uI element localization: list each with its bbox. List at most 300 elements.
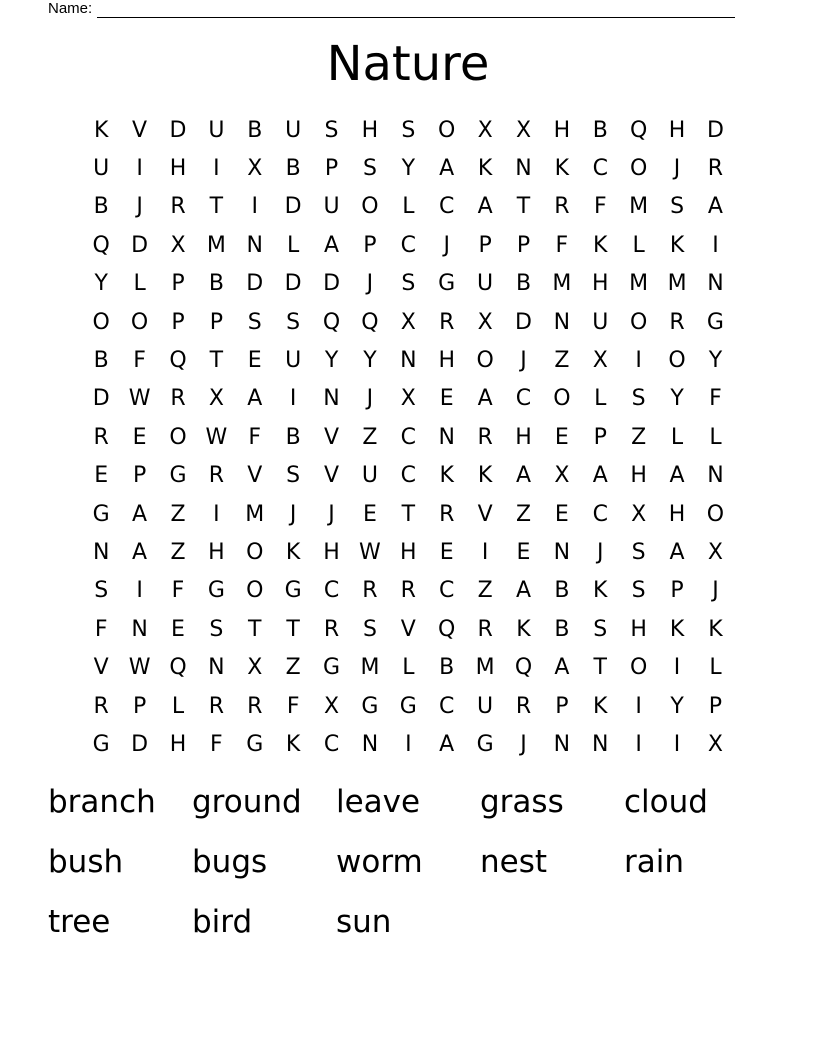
word-list-item: bugs: [192, 844, 268, 880]
grid-letter: M: [206, 232, 226, 258]
grid-letter: N: [400, 348, 417, 374]
grid-letter: O: [706, 501, 725, 527]
grid-letter: C: [400, 232, 416, 258]
grid-letter: A: [439, 731, 455, 757]
grid-letter: R: [170, 194, 186, 220]
grid-letter: N: [438, 424, 455, 450]
grid-letter: L: [287, 232, 300, 258]
grid-letter: D: [169, 117, 187, 143]
grid-letter: P: [363, 232, 377, 258]
grid-letter: B: [439, 655, 455, 681]
grid-letter: D: [246, 271, 264, 297]
grid-letter: U: [93, 156, 110, 182]
grid-letter: K: [285, 731, 301, 757]
grid-letter: K: [669, 616, 685, 642]
grid-letter: D: [284, 194, 302, 220]
grid-letter: O: [553, 386, 571, 412]
grid-letter: N: [553, 309, 571, 335]
grid-letter: P: [324, 156, 339, 182]
grid-letter: Q: [514, 655, 533, 681]
grid-letter: O: [630, 655, 648, 681]
grid-letter: J: [443, 232, 450, 258]
grid-letter: G: [361, 693, 379, 719]
grid-letter: N: [515, 156, 532, 182]
grid-letter: Y: [708, 348, 723, 374]
grid-letter: D: [515, 309, 532, 335]
grid-letter: F: [133, 348, 146, 374]
grid-letter: F: [171, 578, 185, 604]
grid-letter: W: [128, 386, 151, 412]
grid-letter: S: [286, 463, 301, 489]
grid-letter: A: [554, 655, 570, 681]
grid-letter: L: [632, 232, 645, 258]
grid-letter: H: [553, 117, 571, 143]
grid-letter: L: [171, 693, 185, 719]
grid-letter: X: [477, 309, 493, 335]
grid-letter: N: [323, 386, 340, 412]
grid-letter: V: [324, 463, 340, 489]
grid-letter: P: [171, 271, 185, 297]
grid-letter: E: [554, 501, 569, 527]
grid-letter: R: [170, 386, 186, 412]
grid-letter: J: [136, 194, 143, 220]
grid-letter: O: [130, 309, 149, 335]
grid-letter: I: [635, 731, 642, 757]
grid-letter: H: [668, 501, 686, 527]
word-list-item: ground: [192, 784, 302, 820]
grid-letter: W: [128, 655, 151, 681]
grid-letter: K: [516, 616, 531, 642]
grid-letter: U: [477, 693, 494, 719]
grid-letter: B: [247, 117, 263, 143]
grid-letter: G: [438, 271, 456, 297]
grid-letter: O: [246, 578, 264, 604]
grid-letter: I: [635, 348, 642, 374]
grid-letter: T: [401, 501, 416, 527]
grid-letter: X: [247, 655, 263, 681]
grid-letter: H: [592, 271, 609, 297]
grid-letter: Q: [361, 309, 379, 335]
grid-letter: R: [362, 578, 378, 604]
grid-letter: K: [708, 616, 723, 642]
grid-letter: I: [251, 194, 258, 220]
grid-letter: I: [673, 731, 681, 757]
name-line[interactable]: [97, 3, 735, 18]
grid-letter: T: [209, 194, 224, 220]
grid-letter: X: [477, 117, 493, 143]
grid-letter: X: [707, 731, 723, 757]
word-list-item: rain: [624, 844, 685, 880]
grid-letter: E: [171, 616, 185, 642]
grid-letter: Z: [170, 539, 186, 565]
grid-letter: W: [359, 539, 381, 565]
grid-letter: Z: [170, 501, 186, 527]
grid-letter: N: [553, 539, 571, 565]
grid-letter: O: [361, 194, 379, 220]
letter-grid: [82, 111, 735, 764]
grid-letter: I: [405, 731, 412, 757]
grid-letter: F: [248, 424, 262, 450]
grid-letter: B: [208, 271, 224, 297]
grid-letter: L: [402, 194, 415, 220]
grid-letter: N: [246, 232, 263, 258]
grid-letter: A: [132, 501, 148, 527]
grid-letter: B: [285, 424, 301, 450]
grid-letter: N: [553, 731, 571, 757]
grid-letter: F: [593, 194, 607, 220]
grid-letter: G: [169, 463, 187, 489]
grid-letter: T: [209, 348, 224, 374]
grid-letter: R: [208, 693, 225, 719]
word-list: [48, 778, 768, 958]
grid-letter: G: [92, 731, 110, 757]
grid-letter: J: [366, 271, 374, 297]
grid-letter: A: [132, 539, 148, 565]
grid-letter: J: [520, 348, 527, 374]
grid-letter: V: [324, 424, 340, 450]
grid-letter: L: [670, 424, 684, 450]
grid-letter: T: [593, 655, 607, 681]
word-list-item: cloud: [624, 784, 708, 820]
grid-letter: V: [400, 616, 416, 642]
grid-letter: A: [477, 386, 493, 412]
grid-letter: Z: [554, 348, 570, 374]
grid-letter: Y: [670, 693, 684, 719]
name-row: [48, 0, 735, 18]
grid-letter: K: [285, 539, 301, 565]
grid-letter: Q: [438, 616, 456, 642]
grid-letter: P: [593, 424, 607, 450]
grid-letter: J: [366, 386, 374, 412]
grid-letter: K: [669, 232, 685, 258]
grid-letter: H: [169, 731, 187, 757]
grid-letter: P: [516, 232, 531, 258]
grid-letter: F: [286, 693, 300, 719]
grid-letter: N: [592, 731, 609, 757]
grid-letter: A: [592, 463, 608, 489]
grid-letter: Q: [322, 309, 341, 335]
grid-letter: Y: [363, 348, 377, 374]
grid-letter: H: [169, 156, 187, 182]
grid-letter: Z: [477, 578, 493, 604]
grid-letter: E: [516, 539, 531, 565]
grid-letter: S: [94, 578, 109, 604]
grid-letter: P: [670, 578, 684, 604]
grid-letter: V: [477, 501, 493, 527]
grid-letter: U: [361, 463, 378, 489]
name-label: Name:: [48, 0, 93, 17]
grid-letter: X: [400, 386, 416, 412]
grid-letter: L: [402, 655, 415, 681]
grid-letter: Z: [362, 424, 378, 450]
grid-letter: A: [669, 463, 685, 489]
grid-letter: S: [593, 616, 608, 642]
grid-letter: S: [670, 194, 685, 220]
grid-letter: D: [323, 271, 341, 297]
grid-letter: I: [481, 539, 489, 565]
grid-letter: H: [630, 616, 647, 642]
grid-letter: H: [438, 348, 455, 374]
grid-letter: Y: [324, 348, 339, 374]
word-list-item: tree: [48, 904, 111, 940]
grid-letter: I: [635, 693, 642, 719]
grid-letter: R: [93, 424, 109, 450]
grid-letter: E: [439, 386, 454, 412]
grid-letter: P: [132, 693, 147, 719]
grid-letter: S: [286, 309, 301, 335]
grid-letter: R: [93, 693, 109, 719]
grid-letter: P: [555, 693, 569, 719]
grid-letter: C: [515, 386, 532, 412]
grid-letter: R: [554, 194, 570, 220]
grid-letter: R: [439, 309, 455, 335]
grid-letter: O: [246, 539, 264, 565]
grid-letter: J: [289, 501, 297, 527]
grid-letter: L: [594, 386, 607, 412]
grid-letter: X: [324, 693, 340, 719]
grid-letter: G: [476, 731, 494, 757]
grid-letter: X: [515, 117, 532, 143]
grid-letter: H: [630, 463, 647, 489]
grid-letter: S: [631, 578, 646, 604]
grid-letter: C: [400, 463, 416, 489]
grid-letter: R: [477, 616, 493, 642]
grid-letter: I: [289, 386, 297, 412]
grid-letter: B: [285, 156, 301, 182]
page-title: Nature: [326, 36, 490, 92]
grid-letter: R: [707, 156, 724, 182]
grid-letter: S: [362, 616, 377, 642]
grid-letter: Y: [670, 386, 684, 412]
grid-letter: T: [248, 616, 262, 642]
grid-letter: C: [439, 578, 455, 604]
grid-letter: E: [247, 348, 262, 374]
grid-letter: U: [285, 348, 302, 374]
grid-letter: A: [247, 386, 263, 412]
grid-letter: S: [631, 386, 646, 412]
grid-letter: A: [324, 232, 340, 258]
grid-letter: M: [667, 271, 687, 297]
grid-letter: T: [516, 194, 531, 220]
grid-letter: J: [520, 731, 527, 757]
grid-letter: P: [209, 309, 223, 335]
grid-letter: R: [247, 693, 263, 719]
grid-letter: C: [592, 501, 608, 527]
grid-letter: I: [712, 232, 719, 258]
grid-letter: J: [328, 501, 335, 527]
grid-letter: G: [706, 309, 724, 335]
grid-letter: O: [630, 309, 648, 335]
grid-letter: V: [132, 117, 148, 143]
grid-letter: V: [93, 655, 109, 681]
grid-letter: H: [208, 539, 225, 565]
grid-letter: H: [361, 117, 379, 143]
grid-letter: H: [323, 539, 340, 565]
grid-letter: D: [92, 386, 110, 412]
grid-letter: O: [476, 348, 494, 374]
grid-letter: X: [170, 232, 186, 258]
grid-letter: D: [284, 271, 302, 297]
grid-letter: M: [245, 501, 265, 527]
grid-letter: N: [361, 731, 379, 757]
grid-letter: R: [208, 463, 225, 489]
grid-letter: Z: [515, 501, 532, 527]
grid-letter: X: [707, 539, 723, 565]
grid-letter: A: [707, 194, 723, 220]
grid-letter: I: [213, 501, 220, 527]
grid-letter: C: [439, 194, 455, 220]
grid-letter: I: [673, 655, 681, 681]
grid-letter: Z: [285, 655, 301, 681]
grid-letter: K: [93, 117, 109, 143]
word-list-item: nest: [480, 844, 548, 880]
grid-letter: X: [592, 348, 608, 374]
grid-letter: F: [94, 616, 108, 642]
grid-letter: N: [131, 616, 148, 642]
grid-letter: N: [208, 655, 225, 681]
grid-letter: J: [712, 578, 719, 604]
grid-letter: D: [131, 731, 149, 757]
grid-letter: O: [169, 424, 187, 450]
word-list-item: leave: [336, 784, 421, 820]
grid-letter: M: [552, 271, 572, 297]
grid-letter: N: [707, 271, 724, 297]
grid-letter: N: [707, 463, 724, 489]
grid-letter: P: [132, 463, 147, 489]
word-list-item: bush: [48, 844, 124, 880]
grid-letter: R: [439, 501, 455, 527]
word-list-item: bird: [192, 904, 253, 940]
grid-letter: M: [629, 271, 649, 297]
grid-letter: F: [210, 731, 223, 757]
word-list-item: branch: [48, 784, 156, 820]
grid-letter: X: [554, 463, 570, 489]
grid-letter: P: [708, 693, 723, 719]
word-list-item: worm: [336, 844, 423, 880]
grid-letter: N: [92, 539, 110, 565]
grid-letter: L: [709, 424, 722, 450]
grid-letter: B: [554, 578, 570, 604]
grid-letter: G: [246, 731, 264, 757]
grid-letter: C: [323, 731, 340, 757]
grid-letter: R: [477, 424, 493, 450]
grid-letter: F: [709, 386, 722, 412]
grid-letter: I: [136, 578, 143, 604]
grid-letter: A: [477, 194, 493, 220]
grid-letter: K: [477, 156, 493, 182]
grid-letter: S: [401, 117, 416, 143]
grid-letter: O: [668, 348, 686, 374]
grid-letter: T: [286, 616, 300, 642]
grid-letter: A: [439, 156, 455, 182]
grid-letter: G: [284, 578, 302, 604]
grid-letter: I: [136, 156, 143, 182]
grid-letter: B: [515, 271, 532, 297]
grid-letter: Y: [94, 271, 108, 297]
grid-letter: E: [362, 501, 377, 527]
grid-letter: C: [592, 156, 608, 182]
grid-letter: R: [323, 616, 340, 642]
grid-letter: S: [631, 539, 646, 565]
word-list-item: grass: [480, 784, 564, 820]
grid-letter: K: [593, 578, 608, 604]
grid-letter: E: [439, 539, 454, 565]
grid-letter: X: [400, 309, 416, 335]
grid-letter: C: [400, 424, 416, 450]
grid-letter: C: [323, 578, 340, 604]
grid-letter: S: [362, 156, 377, 182]
grid-letter: B: [93, 348, 109, 374]
grid-letter: C: [439, 693, 455, 719]
grid-letter: O: [92, 309, 110, 335]
grid-letter: G: [92, 501, 110, 527]
grid-letter: X: [208, 386, 224, 412]
grid-letter: S: [247, 309, 262, 335]
grid-letter: U: [477, 271, 494, 297]
grid-letter: S: [324, 117, 339, 143]
grid-letter: E: [132, 424, 147, 450]
grid-letter: L: [133, 271, 146, 297]
grid-letter: I: [213, 156, 220, 182]
grid-letter: A: [669, 539, 685, 565]
grid-letter: V: [247, 463, 263, 489]
grid-letter: K: [593, 232, 608, 258]
grid-letter: X: [247, 156, 263, 182]
grid-letter: E: [554, 424, 569, 450]
grid-letter: U: [208, 117, 225, 143]
grid-letter: J: [673, 156, 681, 182]
grid-letter: R: [515, 693, 532, 719]
grid-letter: U: [285, 117, 302, 143]
grid-letter: R: [400, 578, 416, 604]
grid-letter: H: [668, 117, 686, 143]
grid-letter: K: [593, 693, 608, 719]
grid-letter: P: [478, 232, 492, 258]
grid-letter: G: [399, 693, 417, 719]
grid-letter: A: [515, 463, 532, 489]
grid-letter: Y: [401, 156, 416, 182]
grid-letter: Q: [169, 348, 187, 374]
grid-letter: O: [630, 156, 648, 182]
grid-letter: R: [669, 309, 685, 335]
grid-letter: W: [205, 424, 228, 450]
grid-letter: Z: [631, 424, 647, 450]
grid-letter: B: [592, 117, 608, 143]
grid-letter: K: [554, 156, 570, 182]
grid-letter: A: [515, 578, 532, 604]
grid-letter: M: [360, 655, 380, 681]
grid-letter: M: [629, 194, 649, 220]
grid-letter: U: [323, 194, 340, 220]
grid-letter: X: [631, 501, 647, 527]
grid-letter: B: [554, 616, 570, 642]
grid-letter: B: [93, 194, 109, 220]
grid-letter: J: [597, 539, 604, 565]
word-list-item: sun: [336, 904, 392, 940]
grid-letter: Q: [169, 655, 187, 681]
grid-letter: D: [131, 232, 149, 258]
grid-letter: H: [400, 539, 417, 565]
grid-letter: E: [94, 463, 109, 489]
grid-letter: S: [209, 616, 224, 642]
grid-letter: G: [323, 655, 341, 681]
grid-letter: K: [439, 463, 454, 489]
grid-letter: D: [706, 117, 724, 143]
grid-letter: L: [709, 655, 722, 681]
grid-letter: K: [477, 463, 493, 489]
grid-letter: S: [401, 271, 416, 297]
grid-letter: U: [592, 309, 609, 335]
